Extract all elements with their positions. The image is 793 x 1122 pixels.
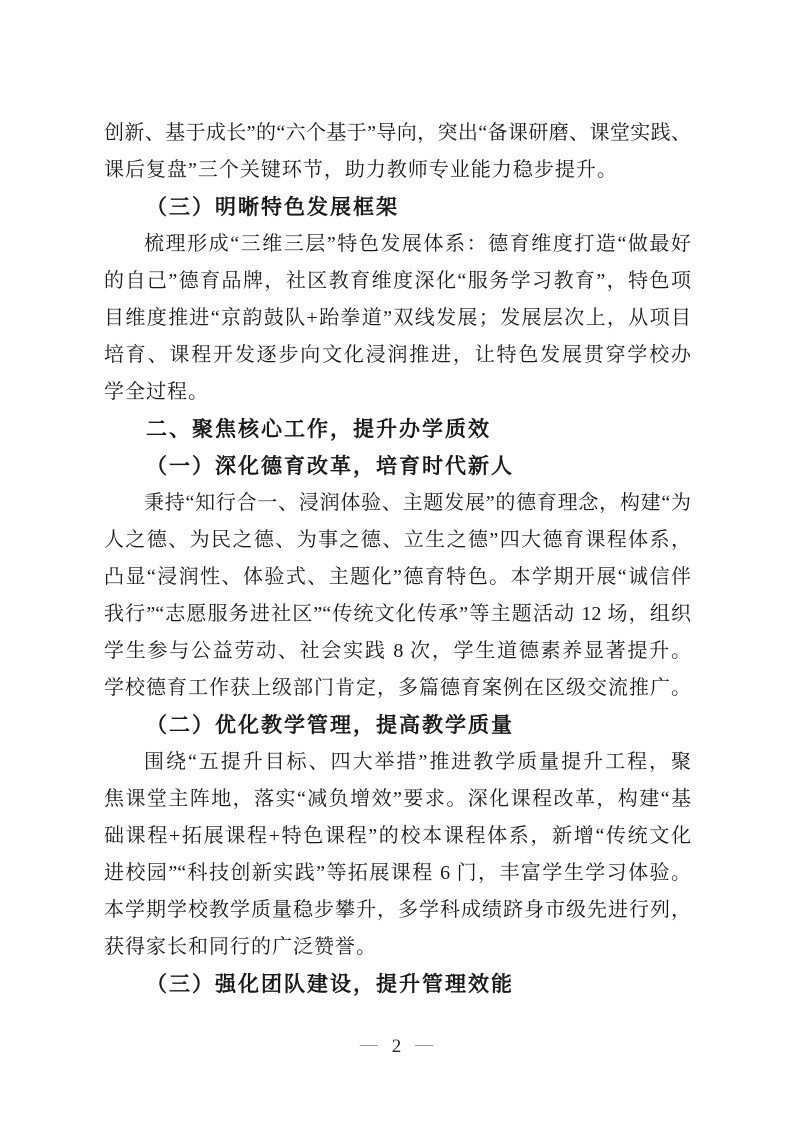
- body-text-line: 础课程+拓展课程+特色课程”的校本课程体系，新增“传统文化: [104, 825, 691, 847]
- section-heading: （三）明晰特色发展框架: [146, 195, 399, 219]
- body-text-line: 学全过程。: [104, 381, 209, 403]
- body-text-line: 本学期学校教学质量稳步攀升，多学科成绩跻身市级先进行列，: [104, 899, 691, 921]
- section-heading: （三）强化团队建设，提升管理效能: [146, 972, 514, 996]
- body-text-line: 秉持“知行合一、浸润体验、主题发展”的德育理念，构建“为: [144, 492, 691, 514]
- footer-dash-left: —: [359, 1034, 378, 1054]
- body-text-line: 学校德育工作获上级部门肯定，多篇德育案例在区级交流推广。: [104, 677, 691, 699]
- body-text-line: 围绕“五提升目标、四大举措”推进教学质量提升工程，聚: [144, 751, 691, 773]
- body-text-line: 凸显“浸润性、体验式、主题化”德育特色。本学期开展“诚信伴: [104, 566, 691, 588]
- document-lines: [104, 115, 691, 1003]
- page-number: 2: [391, 1036, 402, 1057]
- body-text-line: 人之德、为民之德、为事之德、立生之德”四大德育课程体系，: [104, 529, 691, 551]
- body-text-line: 培育、课程开发逐步向文化浸润推进，让特色发展贯穿学校办: [104, 344, 691, 366]
- body-text-line: 课后复盘”三个关键环节，助力教师专业能力稳步提升。: [104, 159, 618, 181]
- footer-dash-right: —: [415, 1034, 434, 1054]
- body-text-line: 的自己”德育品牌，社区教育维度深化“服务学习教育”，特色项: [104, 270, 691, 292]
- body-text-line: 获得家长和同行的广泛赞誉。: [104, 936, 377, 958]
- body-text-line: 我行”“志愿服务进社区”“传统文化传承”等主题活动 12 场，组织: [104, 603, 691, 625]
- section-heading: （二）优化教学管理，提高教学质量: [146, 713, 514, 737]
- page-footer: [0, 1031, 793, 1061]
- body-text-line: 目维度推进“京韵鼓队+跆拳道”双线发展；发展层次上，从项目: [104, 307, 691, 329]
- body-text-line: 进校园”“科技创新实践”等拓展课程 6 门，丰富学生学习体验。: [104, 862, 691, 884]
- body-text-line: 学生参与公益劳动、社会实践 8 次，学生道德素养显著提升。: [104, 640, 691, 662]
- body-text-line: 梳理形成“三维三层”特色发展体系：德育维度打造“做最好: [144, 233, 691, 255]
- body-text-line: 焦课堂主阵地，落实“减负增效”要求。深化课程改革，构建“基: [104, 788, 691, 810]
- section-heading: （一）深化德育改革，培育时代新人: [146, 454, 514, 478]
- section-heading: 二、聚焦核心工作，提升办学质效: [146, 418, 491, 441]
- body-text-line: 创新、基于成长”的“六个基于”导向，突出“备课研磨、课堂实践、: [104, 122, 691, 144]
